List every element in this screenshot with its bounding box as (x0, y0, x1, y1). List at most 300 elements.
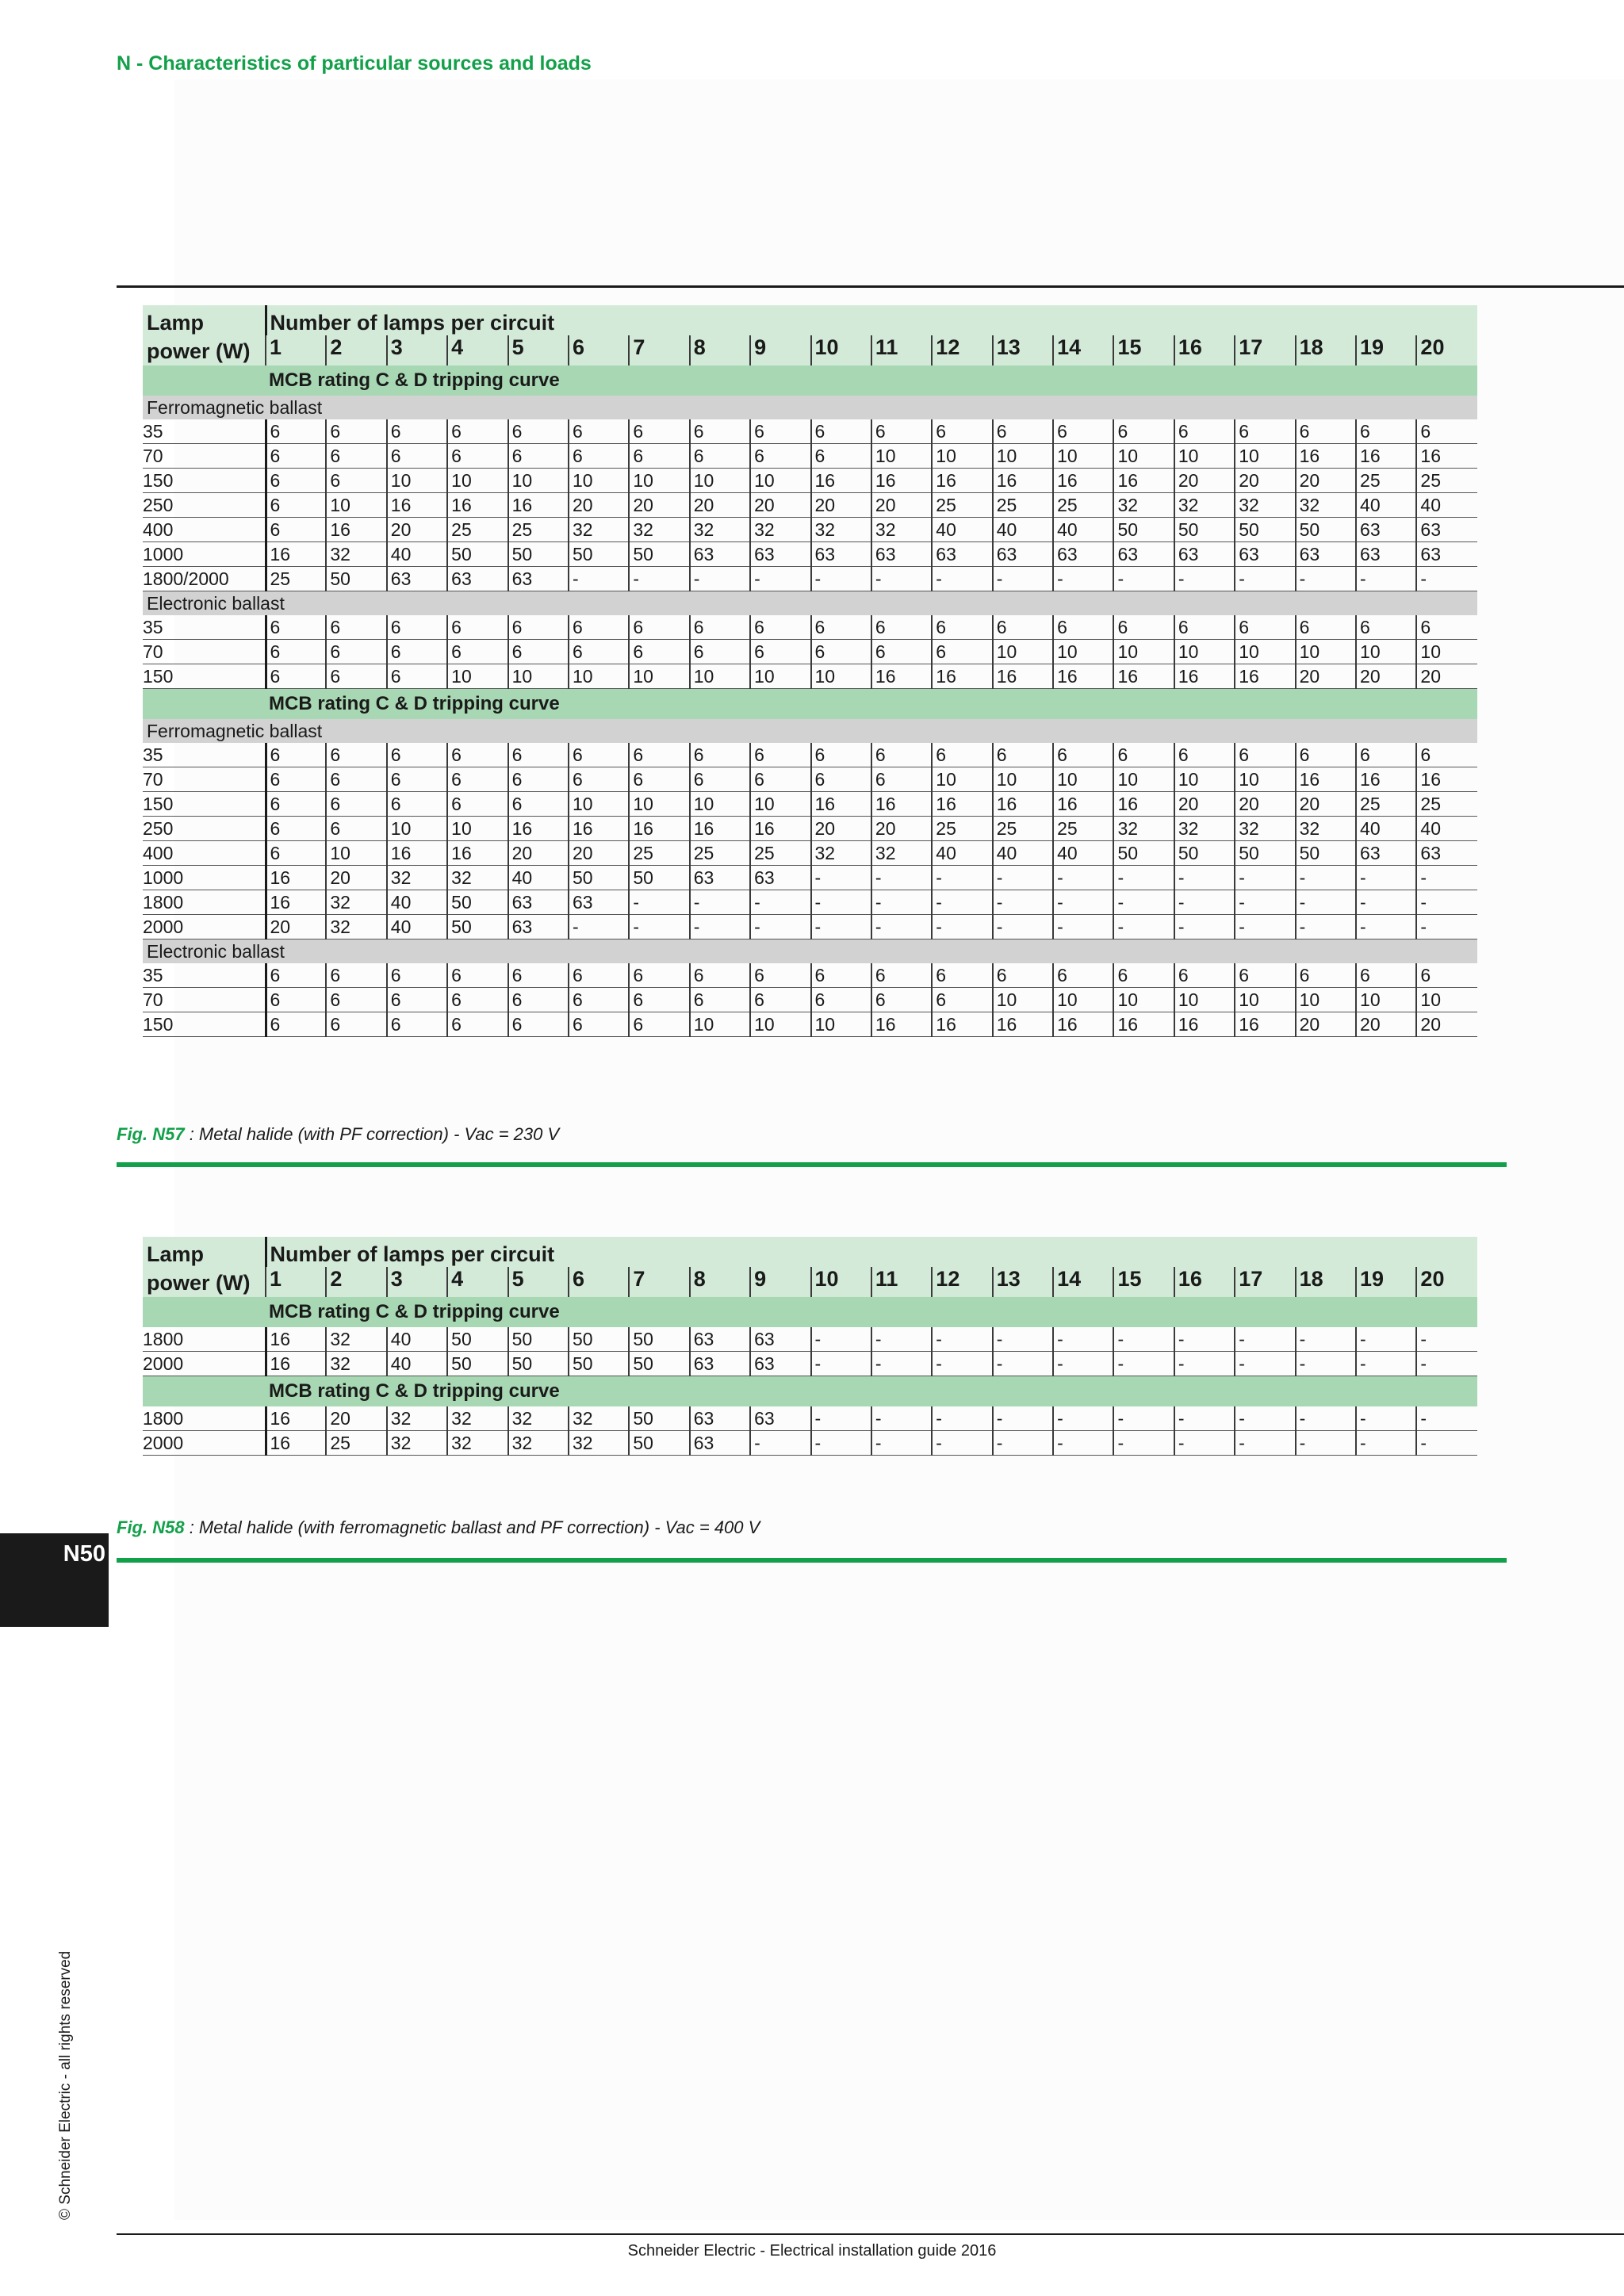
breaker-rating-cell: 40 (387, 915, 447, 939)
breaker-rating-cell: 10 (447, 469, 508, 493)
breaker-rating-cell: 32 (508, 1406, 569, 1431)
breaker-rating-cell: 32 (326, 1327, 386, 1352)
breaker-rating-cell: 16 (387, 841, 447, 866)
breaker-rating-cell: 50 (629, 542, 689, 567)
breaker-rating-cell: 6 (993, 743, 1053, 767)
breaker-rating-cell: 20 (387, 518, 447, 542)
breaker-rating-cell: 25 (1356, 469, 1416, 493)
breaker-rating-cell: - (1174, 1327, 1235, 1352)
breaker-rating-cell: 63 (690, 1406, 750, 1431)
breaker-rating-cell: - (1235, 1352, 1295, 1376)
breaker-rating-cell: 20 (1296, 664, 1356, 689)
breaker-rating-cell: - (1174, 915, 1235, 939)
lamp-power-label-line1: Lamp (147, 1242, 205, 1266)
breaker-rating-cell: 16 (629, 817, 689, 841)
breaker-rating-cell: - (1296, 1406, 1356, 1431)
breaker-rating-cell: 10 (1113, 444, 1174, 469)
lamp-power-cell: 1800 (143, 890, 266, 915)
lamp-power-cell: 150 (143, 664, 266, 689)
breaker-rating-cell: 10 (1053, 444, 1113, 469)
breaker-rating-cell: 10 (932, 444, 992, 469)
breaker-rating-cell: 6 (326, 743, 386, 767)
breaker-rating-cell: 25 (690, 841, 750, 866)
breaker-rating-cell: 6 (1416, 419, 1477, 444)
breaker-rating-cell: 6 (690, 615, 750, 640)
breaker-rating-cell: 16 (447, 493, 508, 518)
breaker-rating-cell: 32 (569, 518, 629, 542)
breaker-rating-cell: 63 (1356, 542, 1416, 567)
breaker-rating-cell: 10 (750, 664, 810, 689)
breaker-rating-cell: 50 (1174, 518, 1235, 542)
breaker-rating-cell: 25 (1416, 792, 1477, 817)
top-divider (117, 285, 1624, 288)
breaker-rating-cell: 32 (447, 1431, 508, 1456)
lamp-power-cell: 70 (143, 988, 266, 1012)
breaker-rating-cell: 10 (629, 792, 689, 817)
breaker-rating-cell: 6 (1296, 419, 1356, 444)
breaker-rating-cell: 32 (387, 1431, 447, 1456)
breaker-rating-cell: 16 (266, 1352, 326, 1376)
breaker-rating-cell: - (1053, 1352, 1113, 1376)
breaker-rating-cell: 6 (266, 493, 326, 518)
breaker-rating-cell: 6 (871, 963, 932, 988)
breaker-rating-cell: 25 (326, 1431, 386, 1456)
breaker-table-230v (143, 305, 1477, 1037)
breaker-rating-cell: 32 (326, 542, 386, 567)
breaker-rating-cell: 6 (447, 615, 508, 640)
breaker-rating-cell: - (1416, 1406, 1477, 1431)
breaker-rating-cell: - (993, 1352, 1053, 1376)
breaker-rating-cell: 6 (569, 767, 629, 792)
breaker-rating-cell: 40 (932, 841, 992, 866)
breaker-rating-cell: - (1416, 866, 1477, 890)
breaker-rating-cell: - (1113, 866, 1174, 890)
breaker-rating-cell: 6 (750, 988, 810, 1012)
breaker-rating-cell: 6 (447, 419, 508, 444)
breaker-rating-cell: 6 (508, 1012, 569, 1037)
breaker-rating-cell: 20 (629, 493, 689, 518)
breaker-rating-cell: 6 (508, 743, 569, 767)
breaker-rating-cell: 10 (1296, 640, 1356, 664)
breaker-rating-cell: 32 (750, 518, 810, 542)
breaker-rating-cell: 50 (447, 890, 508, 915)
breaker-rating-cell: 50 (447, 1352, 508, 1376)
breaker-rating-cell: 6 (266, 817, 326, 841)
lamp-power-cell: 1800 (143, 1327, 266, 1352)
column-header: 17 (1235, 335, 1295, 365)
breaker-rating-cell: 6 (811, 640, 871, 664)
breaker-rating-cell: - (569, 567, 629, 591)
lamp-power-cell: 1800 (143, 1406, 266, 1431)
breaker-rating-cell: - (629, 915, 689, 939)
breaker-rating-cell: 6 (447, 792, 508, 817)
column-header: 13 (993, 1267, 1053, 1297)
breaker-rating-cell: - (1296, 915, 1356, 939)
breaker-rating-cell: 6 (1356, 743, 1416, 767)
figure-caption-n57 (117, 1124, 559, 1145)
breaker-rating-cell: 63 (1416, 518, 1477, 542)
column-header: 1 (266, 1267, 326, 1297)
breaker-rating-cell: 50 (1113, 518, 1174, 542)
breaker-rating-cell: 40 (1356, 817, 1416, 841)
breaker-rating-cell: 6 (569, 444, 629, 469)
column-header: 6 (569, 1267, 629, 1297)
breaker-rating-cell: 40 (387, 542, 447, 567)
breaker-rating-cell: 10 (1356, 988, 1416, 1012)
table-row (143, 615, 1477, 640)
column-number-row (143, 335, 1477, 365)
breaker-rating-cell: 63 (569, 890, 629, 915)
breaker-rating-cell: 6 (569, 640, 629, 664)
breaker-rating-cell: 6 (1113, 743, 1174, 767)
breaker-rating-cell: 10 (1235, 767, 1295, 792)
breaker-rating-cell: - (1356, 1431, 1416, 1456)
breaker-rating-cell: 6 (1053, 419, 1113, 444)
breaker-rating-cell: - (1113, 1352, 1174, 1376)
breaker-rating-cell: 10 (993, 988, 1053, 1012)
breaker-rating-cell: 10 (508, 664, 569, 689)
breaker-rating-cell: - (1235, 915, 1295, 939)
breaker-rating-cell: - (932, 1352, 992, 1376)
breaker-rating-cell: 63 (508, 567, 569, 591)
breaker-rating-cell: - (1356, 1352, 1416, 1376)
breaker-rating-cell: 16 (1296, 767, 1356, 792)
breaker-rating-cell: - (993, 1327, 1053, 1352)
breaker-rating-cell: 50 (447, 542, 508, 567)
breaker-rating-cell: 6 (629, 1012, 689, 1037)
breaker-rating-cell: 25 (993, 817, 1053, 841)
breaker-rating-cell: 6 (932, 988, 992, 1012)
footer-text: Schneider Electric - Electrical installation guide 2016 (627, 2242, 997, 2260)
breaker-rating-cell: 40 (993, 518, 1053, 542)
breaker-rating-cell: 6 (629, 743, 689, 767)
breaker-rating-cell: - (1416, 1352, 1477, 1376)
breaker-rating-cell: - (750, 890, 810, 915)
column-header: 6 (569, 335, 629, 365)
lamp-power-cell: 150 (143, 792, 266, 817)
breaker-rating-cell: - (993, 567, 1053, 591)
lamp-power-label-line1: Lamp (147, 311, 205, 335)
breaker-rating-cell: 6 (266, 444, 326, 469)
lamp-power-cell: 70 (143, 767, 266, 792)
lamp-power-header (143, 1237, 266, 1297)
breaker-rating-cell: 10 (750, 1012, 810, 1037)
breaker-rating-cell: 6 (932, 963, 992, 988)
page-number: N50 (63, 1541, 105, 1567)
table-row (143, 743, 1477, 767)
breaker-rating-cell: 6 (1356, 963, 1416, 988)
mcb-rating-label: MCB rating C & D tripping curve (266, 365, 1477, 396)
lamp-power-cell: 35 (143, 615, 266, 640)
breaker-rating-cell: 6 (932, 640, 992, 664)
breaker-rating-cell: - (811, 1431, 871, 1456)
breaker-rating-cell: 63 (690, 542, 750, 567)
breaker-rating-cell: 6 (690, 743, 750, 767)
lamp-power-cell: 2000 (143, 915, 266, 939)
breaker-rating-cell: 6 (508, 444, 569, 469)
breaker-rating-cell: 40 (387, 890, 447, 915)
lamp-power-cell: 150 (143, 469, 266, 493)
breaker-rating-cell: - (1174, 1406, 1235, 1431)
breaker-rating-cell: - (1053, 1327, 1113, 1352)
breaker-rating-cell: 10 (993, 767, 1053, 792)
breaker-rating-cell: - (1053, 567, 1113, 591)
lamp-power-cell: 70 (143, 444, 266, 469)
breaker-rating-cell: 10 (1174, 988, 1235, 1012)
header-row (143, 305, 1477, 335)
breaker-rating-cell: 16 (1235, 1012, 1295, 1037)
breaker-rating-cell: - (1113, 915, 1174, 939)
breaker-rating-cell: 6 (508, 419, 569, 444)
breaker-rating-cell: 32 (1113, 493, 1174, 518)
breaker-rating-cell: 10 (1296, 988, 1356, 1012)
column-header: 3 (387, 335, 447, 365)
breaker-rating-cell: 32 (508, 1431, 569, 1456)
breaker-rating-cell: 6 (508, 988, 569, 1012)
lamps-per-circuit-header: Number of lamps per circuit (266, 305, 1477, 335)
breaker-rating-cell: - (1356, 1327, 1416, 1352)
chapter-title: N - Characteristics of particular sources and loads (117, 52, 592, 75)
breaker-rating-cell: 10 (1174, 767, 1235, 792)
breaker-rating-cell: 6 (266, 640, 326, 664)
breaker-rating-cell: - (993, 866, 1053, 890)
mcb-rating-row (143, 1376, 1477, 1407)
breaker-rating-cell: - (1235, 1406, 1295, 1431)
breaker-rating-cell: 6 (569, 419, 629, 444)
breaker-rating-cell: 50 (569, 1327, 629, 1352)
breaker-rating-cell: 16 (266, 1406, 326, 1431)
breaker-rating-cell: 6 (569, 743, 629, 767)
breaker-rating-cell: 20 (1356, 1012, 1416, 1037)
breaker-rating-cell: 10 (629, 469, 689, 493)
breaker-rating-cell: 25 (447, 518, 508, 542)
breaker-rating-cell: 6 (1296, 615, 1356, 640)
table-row (143, 963, 1477, 988)
breaker-rating-cell: 63 (750, 1352, 810, 1376)
breaker-rating-cell: 16 (1416, 767, 1477, 792)
lamp-power-cell: 1000 (143, 542, 266, 567)
breaker-rating-cell: 16 (447, 841, 508, 866)
breaker-rating-cell: 6 (932, 615, 992, 640)
breaker-rating-cell: 6 (387, 988, 447, 1012)
breaker-rating-cell: - (1053, 1406, 1113, 1431)
column-header: 19 (1356, 1267, 1416, 1297)
breaker-rating-cell: - (811, 890, 871, 915)
column-header: 9 (750, 335, 810, 365)
breaker-rating-cell: 32 (387, 1406, 447, 1431)
breaker-rating-cell: 20 (690, 493, 750, 518)
table-row (143, 518, 1477, 542)
breaker-rating-cell: 63 (1416, 841, 1477, 866)
breaker-rating-cell: 50 (508, 542, 569, 567)
breaker-rating-cell: 6 (387, 767, 447, 792)
column-header: 10 (811, 335, 871, 365)
breaker-rating-cell: 10 (690, 469, 750, 493)
breaker-rating-cell: 6 (266, 664, 326, 689)
breaker-rating-cell: 6 (266, 469, 326, 493)
breaker-rating-cell: 6 (1296, 743, 1356, 767)
breaker-rating-cell: 6 (629, 615, 689, 640)
breaker-rating-cell: 16 (266, 890, 326, 915)
breaker-rating-cell: 6 (326, 988, 386, 1012)
breaker-rating-cell: 6 (1174, 963, 1235, 988)
breaker-rating-cell: 6 (932, 743, 992, 767)
breaker-rating-cell: - (1113, 1406, 1174, 1431)
breaker-rating-cell: - (1113, 1431, 1174, 1456)
breaker-rating-cell: 63 (690, 1352, 750, 1376)
breaker-rating-cell: - (811, 567, 871, 591)
breaker-rating-cell: 63 (447, 567, 508, 591)
breaker-rating-cell: 20 (508, 841, 569, 866)
breaker-rating-cell: - (1356, 567, 1416, 591)
breaker-rating-cell: - (811, 1406, 871, 1431)
table-row (143, 890, 1477, 915)
breaker-rating-cell: 6 (993, 615, 1053, 640)
spacer-cell (143, 1297, 266, 1327)
breaker-rating-cell: 10 (1356, 640, 1416, 664)
breaker-rating-cell: 6 (266, 988, 326, 1012)
breaker-rating-cell: 16 (508, 817, 569, 841)
mcb-rating-label: MCB rating C & D tripping curve (266, 1376, 1477, 1407)
breaker-rating-cell: 6 (569, 615, 629, 640)
breaker-rating-cell: - (993, 1431, 1053, 1456)
breaker-rating-cell: - (1113, 1327, 1174, 1352)
table-row (143, 567, 1477, 591)
breaker-rating-cell: 63 (1296, 542, 1356, 567)
breaker-rating-cell: 16 (266, 1327, 326, 1352)
column-number-row (143, 1267, 1477, 1297)
bottom-divider (117, 2233, 1624, 2235)
breaker-rating-cell: 20 (811, 817, 871, 841)
breaker-rating-cell: 6 (1053, 615, 1113, 640)
breaker-rating-cell: - (1296, 1352, 1356, 1376)
page-number-tab (0, 1533, 109, 1627)
breaker-rating-cell: 6 (750, 640, 810, 664)
breaker-rating-cell: 16 (1235, 664, 1295, 689)
breaker-rating-cell: 10 (1113, 767, 1174, 792)
breaker-rating-cell: 10 (1235, 444, 1295, 469)
breaker-rating-cell: - (1053, 890, 1113, 915)
breaker-rating-cell: 10 (811, 664, 871, 689)
breaker-rating-cell: 16 (326, 518, 386, 542)
breaker-rating-cell: - (690, 915, 750, 939)
breaker-rating-cell: 6 (569, 988, 629, 1012)
breaker-rating-cell: 10 (750, 792, 810, 817)
breaker-rating-cell: - (629, 567, 689, 591)
breaker-rating-cell: 63 (811, 542, 871, 567)
breaker-rating-cell: 10 (629, 664, 689, 689)
breaker-rating-cell: 20 (266, 915, 326, 939)
breaker-rating-cell: 6 (326, 664, 386, 689)
breaker-rating-cell: 6 (1416, 615, 1477, 640)
breaker-rating-cell: 6 (266, 419, 326, 444)
column-header: 4 (447, 1267, 508, 1297)
breaker-rating-cell: 16 (871, 664, 932, 689)
breaker-rating-cell: 16 (690, 817, 750, 841)
lamp-power-cell: 70 (143, 640, 266, 664)
column-header: 18 (1296, 1267, 1356, 1297)
figure-caption-n58 (117, 1517, 760, 1538)
breaker-rating-cell: 6 (1356, 419, 1416, 444)
breaker-rating-cell: 32 (1174, 493, 1235, 518)
breaker-rating-cell: 6 (266, 841, 326, 866)
breaker-rating-cell: 63 (750, 1406, 810, 1431)
breaker-rating-cell: - (1174, 1431, 1235, 1456)
table-row (143, 915, 1477, 939)
breaker-rating-cell: 10 (1235, 988, 1295, 1012)
breaker-rating-cell: 16 (1416, 444, 1477, 469)
table-row (143, 817, 1477, 841)
column-header: 12 (932, 335, 992, 365)
breaker-rating-cell: 6 (1296, 963, 1356, 988)
breaker-rating-cell: 6 (387, 419, 447, 444)
breaker-rating-cell: 50 (1235, 841, 1295, 866)
breaker-rating-cell: 10 (1416, 988, 1477, 1012)
breaker-rating-cell: 6 (1235, 743, 1295, 767)
breaker-rating-cell: 6 (690, 963, 750, 988)
breaker-rating-cell: 10 (993, 444, 1053, 469)
breaker-rating-cell: - (993, 915, 1053, 939)
ballast-section-row (143, 396, 1477, 419)
breaker-rating-cell: - (1174, 567, 1235, 591)
breaker-rating-cell: 10 (1053, 767, 1113, 792)
column-header: 16 (1174, 335, 1235, 365)
breaker-rating-cell: - (1356, 890, 1416, 915)
breaker-rating-cell: 50 (629, 1327, 689, 1352)
breaker-rating-cell: 6 (326, 640, 386, 664)
breaker-rating-cell: 6 (1174, 615, 1235, 640)
column-header: 18 (1296, 335, 1356, 365)
breaker-rating-cell: - (811, 915, 871, 939)
breaker-rating-cell: 63 (871, 542, 932, 567)
breaker-rating-cell: 10 (326, 493, 386, 518)
breaker-rating-cell: 6 (750, 419, 810, 444)
column-header: 11 (871, 335, 932, 365)
breaker-rating-cell: 6 (387, 1012, 447, 1037)
breaker-rating-cell: 50 (629, 1406, 689, 1431)
table-row (143, 841, 1477, 866)
breaker-rating-cell: - (811, 1352, 871, 1376)
breaker-rating-cell: 50 (447, 1327, 508, 1352)
breaker-rating-cell: 50 (508, 1352, 569, 1376)
breaker-rating-cell: 40 (1416, 493, 1477, 518)
breaker-rating-cell: - (1053, 866, 1113, 890)
breaker-rating-cell: 6 (447, 640, 508, 664)
breaker-rating-cell: 25 (266, 567, 326, 591)
breaker-rating-cell: 6 (508, 963, 569, 988)
breaker-rating-cell: 20 (750, 493, 810, 518)
breaker-rating-cell: 6 (326, 767, 386, 792)
breaker-rating-cell: 6 (508, 792, 569, 817)
breaker-rating-cell: 10 (1174, 640, 1235, 664)
breaker-rating-cell: 6 (266, 518, 326, 542)
column-header: 4 (447, 335, 508, 365)
lamp-power-cell: 400 (143, 518, 266, 542)
breaker-rating-cell: 50 (629, 866, 689, 890)
ballast-type-label: Electronic ballast (143, 939, 1477, 964)
breaker-rating-cell: 10 (569, 792, 629, 817)
breaker-rating-cell: - (1113, 890, 1174, 915)
ballast-section-row (143, 591, 1477, 616)
mcb-rating-row (143, 365, 1477, 396)
breaker-rating-cell: 6 (447, 963, 508, 988)
breaker-rating-cell: 63 (1416, 542, 1477, 567)
breaker-rating-cell: 50 (569, 542, 629, 567)
breaker-rating-cell: 16 (1053, 1012, 1113, 1037)
breaker-rating-cell: 6 (1235, 419, 1295, 444)
breaker-rating-cell: 6 (447, 767, 508, 792)
breaker-rating-cell: 16 (266, 542, 326, 567)
